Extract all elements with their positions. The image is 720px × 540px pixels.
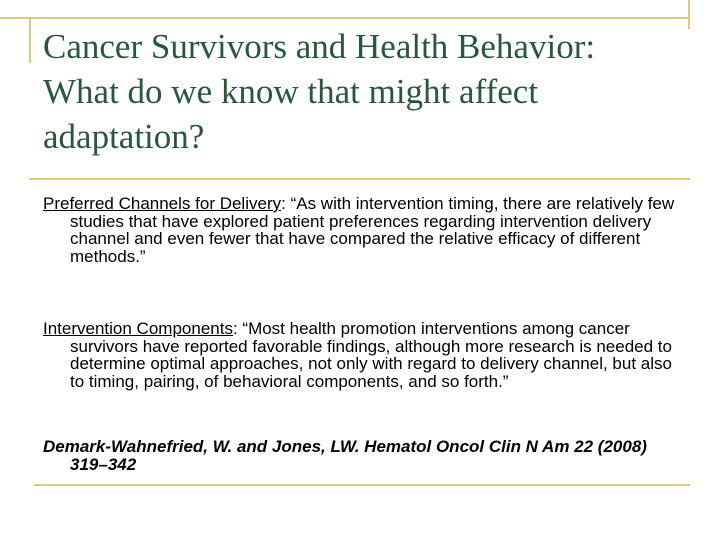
slide-title xyxy=(43,24,683,159)
paragraph-text: “As with intervention timing, there are relatively few studies that have explored patient preferences regarding intervention delivery channel and even fewer that have compared the relative efficacy of different methods.” xyxy=(70,194,675,266)
paragraph-components xyxy=(43,320,688,390)
title-line-2: What do we know that might affect xyxy=(43,72,539,111)
separator: : xyxy=(232,319,243,338)
reference-block xyxy=(43,438,688,473)
separator: : xyxy=(281,194,291,213)
right-border-line xyxy=(688,0,690,29)
top-border-line xyxy=(0,17,690,19)
divider-line xyxy=(29,178,690,180)
reference-citation: Demark-Wahnefried, W. and Jones, LW. Hematol Oncol Clin N Am 22 (2008) 319–342 xyxy=(43,437,647,474)
paragraph-delivery xyxy=(43,195,688,265)
bottom-border-line xyxy=(34,484,690,486)
section-heading-delivery: Preferred Channels for Delivery xyxy=(43,194,282,213)
section-heading-components: Intervention Components xyxy=(43,319,233,338)
title-line-1: Cancer Survivors and Health Behavior: xyxy=(43,27,596,66)
left-border-line xyxy=(29,17,31,63)
paragraph-text: “Most health promotion interventions among cancer survivors have reported favorable findings, although more research is needed to determine optimal approaches, not only with regard to delivery channel, but also to timing, pairing, of behavioral components, and so forth.” xyxy=(70,319,672,391)
section-intervention-components xyxy=(43,320,688,390)
title-line-3: adaptation? xyxy=(43,117,205,156)
section-delivery-channels xyxy=(43,195,688,265)
